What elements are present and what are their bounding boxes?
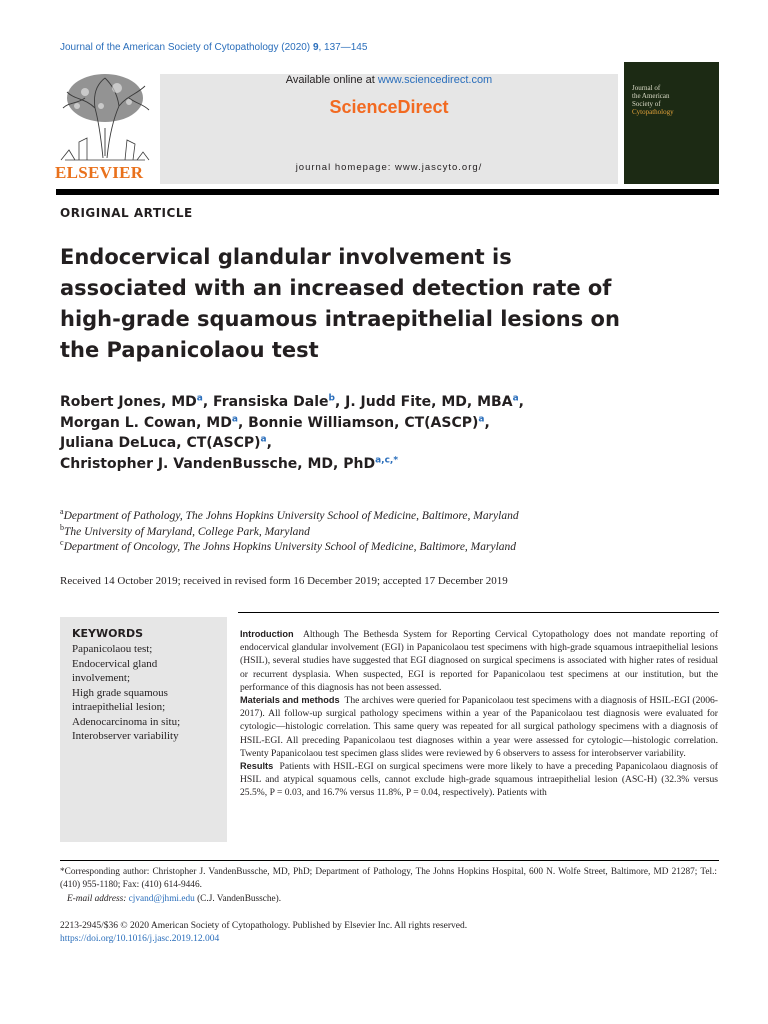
affiliation-text: Department of Pathology, The Johns Hopkins University School of Medicine, Baltimore, Maryland <box>63 510 519 522</box>
cover-title <box>632 84 674 116</box>
copyright-block <box>60 920 467 946</box>
section-heading: Materials and methods <box>240 695 340 706</box>
sciencedirect-wordmark: ScienceDirect <box>329 97 449 117</box>
section-heading: Results <box>240 761 274 772</box>
email-suffix: (C.J. VandenBussche). <box>194 893 282 904</box>
corresponding-text: *Corresponding author: Christopher J. VandenBussche, MD, PhD; Department of Pathology, The Johns Hopkins Hospital, 600 N. Wolfe Street, Baltimore, MD 21287; Tel.: (410) 955-1180; Fax: (410) 614-9446. <box>60 867 717 891</box>
keyword-line: Adenocarcinoma in situ; <box>72 715 181 728</box>
author-name: , Bonnie Williamson, CT(ASCP) <box>237 414 479 431</box>
received-dates: Received 14 October 2019; received in revised form 16 December 2019; accepted 17 December 2019 <box>60 575 508 587</box>
section-text: The archives were queried for Papanicolaou test specimens with a diagnosis of HSIL-EGI (2006-2017). All follow-up surgical pathology specimens within a year of the Papanicolaou test diagnosis were evaluated for cytologic—histologic correlation. This same query was repeated for all surgical pathology specimens with a diagnosis of HSIL-EGI. All preceding Papanicolaou test diagnoses within a year were assessed for cytologic—histologic correlation. Twenty Papanicolaou test specimen glass slides were reviewed by 6 observers to assess for interobserver variability. <box>240 695 718 759</box>
article-title <box>60 242 680 366</box>
header-rule <box>56 189 719 195</box>
author-list <box>60 392 700 474</box>
abstract-methods <box>240 694 718 760</box>
journal-cover-thumbnail[interactable] <box>624 62 719 184</box>
separator: , <box>484 414 490 431</box>
corresponding-author-note <box>60 866 717 906</box>
elsevier-wordmark[interactable]: ELSEVIER <box>55 163 144 182</box>
affiliation-marker[interactable]: a <box>196 393 203 404</box>
title-line: associated with an increased detection rate of <box>60 276 612 300</box>
affiliation-marker[interactable]: a <box>478 413 485 424</box>
affiliation-item <box>60 540 519 556</box>
section-text: Patients with HSIL-EGI on surgical specimens were more likely to have a preceding Papanicolaou diagnosis of HSIL and atypical squamous cells, cannot exclude high-grade squamous intraepithelial lesion (ASC-H) (32.3% versus 25.5%, P = 0.03, and 16.7% versus 11.8%, P = 0.04, respectively). Patients with <box>240 761 719 799</box>
separator: , <box>266 435 272 451</box>
email-link[interactable]: cjvand@jhmi.edu <box>128 893 195 904</box>
author-name: , Fransiska Dale <box>202 394 329 410</box>
cover-line: Journal of <box>632 84 661 92</box>
section-text: Although The Bethesda System for Reporting Cervical Cytopathology does not mandate reporting of endocervical glandular involvement (EGI) in Papanicolaou test specimens with high-grade squamous intraepithelial lesions (HSIL), several studies have suggested that EGI diagnosed on surgical specimens is associated with higher rates of residual or recurrent dysplasia. When suspected, EGI is reported for Papanicolaou test specimens at our institution, but the performance of this diagnosis has not been assessed. <box>240 629 719 693</box>
author-name: Juliana DeLuca, CT(ASCP) <box>60 435 261 451</box>
title-line: high-grade squamous intraepithelial lesions on <box>60 307 620 331</box>
doi-link[interactable]: https://doi.org/10.1016/j.jasc.2019.12.004 <box>60 934 220 944</box>
email-line <box>60 893 717 906</box>
cover-line: Society of <box>632 100 661 108</box>
affiliation-marker[interactable]: a <box>260 434 267 445</box>
footnote-rule <box>60 860 719 861</box>
keyword-line: intraepithelial lesion; <box>72 701 166 713</box>
journal-pages: , 137—145 <box>318 42 368 53</box>
keyword-line: involvement; <box>72 672 131 684</box>
separator: , <box>518 394 524 410</box>
author-name: Christopher J. VandenBussche, MD, PhD <box>60 455 376 472</box>
abstract <box>240 628 718 800</box>
affiliation-text: Department of Oncology, The Johns Hopkins University School of Medicine, Baltimore, Maryland <box>63 541 517 553</box>
keyword-line: Papanicolaou test; <box>72 643 153 655</box>
keywords-list <box>72 642 180 744</box>
title-line: the Papanicolaou test <box>60 338 319 362</box>
author-name: Morgan L. Cowan, MD <box>60 414 232 431</box>
journal-name: Journal of the American Society of Cytopathology (2020) <box>60 42 311 53</box>
article-type: ORIGINAL ARTICLE <box>60 206 193 220</box>
affiliation-marker[interactable]: a <box>231 413 238 424</box>
affiliation-text: The University of Maryland, College Park, Maryland <box>64 525 310 538</box>
available-prefix: Available online at <box>285 74 378 86</box>
cover-line: Cytopathology <box>632 108 674 116</box>
affiliation-item <box>60 522 519 541</box>
affiliations <box>60 509 519 556</box>
affiliation-sup: b <box>60 522 64 532</box>
title-line: Endocervical glandular involvement is <box>60 245 512 269</box>
abstract-results <box>240 760 718 800</box>
keywords-heading: KEYWORDS <box>72 627 144 640</box>
author-name: Robert Jones, MD <box>60 394 197 410</box>
journal-citation[interactable] <box>60 42 367 53</box>
keywords-panel <box>60 617 227 842</box>
keyword-line: Interobserver variability <box>72 730 179 742</box>
keyword-line: High grade squamous <box>72 686 168 699</box>
abstract-introduction <box>240 628 718 694</box>
sciencedirect-link[interactable]: www.sciencedirect.com <box>377 74 493 86</box>
email-label: E-mail address: <box>66 893 127 904</box>
keyword-line: Endocervical gland <box>72 657 158 670</box>
affiliation-sup: c <box>60 538 64 548</box>
affiliation-item <box>60 509 519 525</box>
section-heading: Introduction <box>240 629 294 639</box>
author-name: , J. Judd Fite, MD, MBA <box>334 394 513 410</box>
available-online-text <box>160 74 618 86</box>
affiliation-marker[interactable]: a <box>512 393 519 404</box>
journal-volume: 9 <box>312 42 319 53</box>
affiliation-sup: a <box>60 507 64 517</box>
affiliation-marker[interactable]: b <box>328 393 335 404</box>
abstract-rule <box>238 612 719 613</box>
sciencedirect-banner <box>160 74 618 184</box>
journal-homepage[interactable]: journal homepage: www.jascyto.org/ <box>295 162 483 173</box>
issn-copyright: 2213-2945/$36 © 2020 American Society of Cytopathology. Published by Elsevier Inc. All rights reserved. <box>60 921 468 931</box>
affiliation-marker[interactable]: a,c,* <box>375 454 399 465</box>
cover-line: the American <box>632 92 670 100</box>
